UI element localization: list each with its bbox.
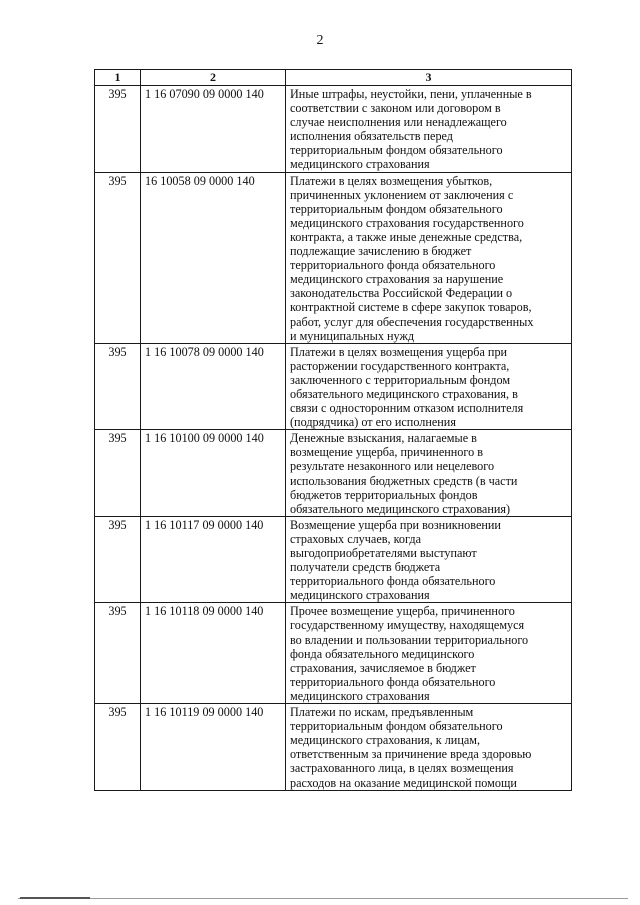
admin-code-cell: 395	[95, 430, 141, 517]
revenue-name-line: территориального фонда обязательного	[290, 258, 496, 273]
revenue-name-line: контрактной системе в сфере закупок товаров,	[290, 300, 532, 315]
revenue-name-line: Прочее возмещение ущерба, причиненного	[290, 604, 515, 619]
revenue-name-line: территориального фонда обязательного	[290, 674, 496, 689]
budget-code-cell: 1 16 10078 09 0000 140	[141, 343, 286, 430]
revenue-name-line: страховых случаев, когда	[290, 531, 421, 546]
revenue-name-line: медицинского страхования	[290, 157, 430, 172]
revenue-name-line: медицинского страхования	[290, 688, 430, 703]
revenue-name-line: территориальным фондом обязательного	[290, 143, 503, 158]
revenue-name-line: страхования, зачисляемое в бюджет	[290, 660, 476, 675]
column-header-2: 2	[141, 70, 286, 86]
revenue-name-line: обязательного медицинского страхования, в	[290, 386, 518, 401]
revenue-name-line: медицинского страхования государственного	[290, 215, 524, 230]
admin-code-cell: 395	[95, 516, 141, 603]
revenue-name-line: Платежи по искам, предъявленным	[290, 705, 474, 720]
revenue-name-line: причиненных уклонением от заключения с	[290, 187, 514, 202]
column-header-1: 1	[95, 70, 141, 86]
budget-code-cell: 1 16 10118 09 0000 140	[141, 603, 286, 704]
budget-codes-table	[94, 69, 572, 791]
scan-artifact-mark	[20, 897, 90, 899]
revenue-name-line: связи с односторонним отказом исполнителя	[290, 401, 524, 416]
revenue-name-cell	[286, 704, 572, 791]
revenue-name-cell	[286, 516, 572, 603]
revenue-name-line: территориального фонда обязательного	[290, 574, 496, 589]
admin-code-cell: 395	[95, 86, 141, 173]
budget-code-cell: 16 10058 09 0000 140	[141, 172, 286, 343]
table-row	[95, 603, 572, 704]
revenue-name-line: заключенного с территориальным фондом	[290, 372, 511, 387]
revenue-name-line: ответственным за причинение вреда здоровью	[290, 747, 532, 762]
revenue-name-line: бюджетов территориальных фондов	[290, 487, 478, 502]
revenue-name-line: Платежи в целях возмещения ущерба при	[290, 344, 508, 359]
revenue-name-line: (подрядчика) от его исполнения	[290, 415, 456, 430]
revenue-name-line: Платежи в целях возмещения убытков,	[290, 173, 493, 188]
column-header-3: 3	[286, 70, 572, 86]
page-number: 2	[316, 33, 324, 48]
revenue-name-line: подлежащие зачислению в бюджет	[290, 244, 472, 259]
revenue-name-line: получатели средств бюджета	[290, 560, 441, 575]
revenue-name-line: медицинского страхования, к лицам,	[290, 733, 481, 748]
revenue-name-line: работ, услуг для обеспечения государственных	[290, 314, 534, 329]
revenue-name-line: соответствии с законом или договором в	[290, 101, 501, 116]
revenue-name-line: Возмещение ущерба при возникновении	[290, 517, 501, 532]
revenue-name-cell	[286, 86, 572, 173]
revenue-name-cell	[286, 172, 572, 343]
admin-code-cell: 395	[95, 172, 141, 343]
budget-code-cell: 1 16 10100 09 0000 140	[141, 430, 286, 517]
revenue-name-line: результате незаконного или нецелевого	[290, 459, 495, 474]
revenue-name-line: фонда обязательного медицинского	[290, 646, 475, 661]
table-row	[95, 516, 572, 603]
table-row	[95, 430, 572, 517]
budget-code-cell: 1 16 10119 09 0000 140	[141, 704, 286, 791]
revenue-name-line: Иные штрафы, неустойки, пени, уплаченные в	[290, 87, 532, 101]
revenue-name-line: и муниципальных нужд	[290, 328, 415, 343]
revenue-name-line: медицинского страхования за нарушение	[290, 272, 504, 287]
budget-code-cell: 1 16 10117 09 0000 140	[141, 516, 286, 603]
revenue-name-cell	[286, 603, 572, 704]
revenue-name-line: обязательного медицинского страхования)	[290, 501, 511, 516]
table-row	[95, 172, 572, 343]
revenue-name-line: государственному имуществу, находящемуся	[290, 618, 525, 633]
revenue-name-line: выгодоприобретателями выступают	[290, 546, 477, 560]
revenue-name-line: исполнения обязательств перед	[290, 129, 453, 144]
revenue-name-line: Денежные взыскания, налагаемые в	[290, 431, 477, 446]
revenue-name-cell	[286, 343, 572, 430]
revenue-name-line: застрахованного лица, в целях возмещения	[290, 761, 514, 776]
revenue-name-line: медицинского страхования	[290, 588, 430, 603]
revenue-name-line: использования бюджетных средств (в части	[290, 473, 518, 488]
revenue-name-line: расходов на оказание медицинской помощи	[290, 775, 517, 790]
revenue-name-line: территориальным фондом обязательного	[290, 201, 503, 216]
admin-code-cell: 395	[95, 603, 141, 704]
table-body	[95, 86, 572, 791]
table-header-row	[95, 70, 572, 86]
revenue-name-line: во владении и пользовании территориального	[290, 632, 529, 647]
revenue-name-line: возмещение ущерба, причиненного в	[290, 445, 483, 460]
table-row	[95, 704, 572, 791]
table-row	[95, 86, 572, 173]
revenue-name-line: территориальным фондом обязательного	[290, 719, 503, 734]
admin-code-cell: 395	[95, 704, 141, 791]
budget-code-cell: 1 16 07090 09 0000 140	[141, 86, 286, 173]
scan-artifact-line	[18, 898, 628, 899]
revenue-name-line: случае неисполнения или ненадлежащего	[290, 115, 507, 130]
revenue-name-line: расторжении государственного контракта,	[290, 358, 510, 373]
revenue-name-cell	[286, 430, 572, 517]
admin-code-cell: 395	[95, 343, 141, 430]
table-row	[95, 343, 572, 430]
revenue-name-line: контракта, а также иные денежные средства,	[290, 229, 523, 244]
revenue-name-line: законодательства Российской Федерации о	[290, 286, 513, 301]
